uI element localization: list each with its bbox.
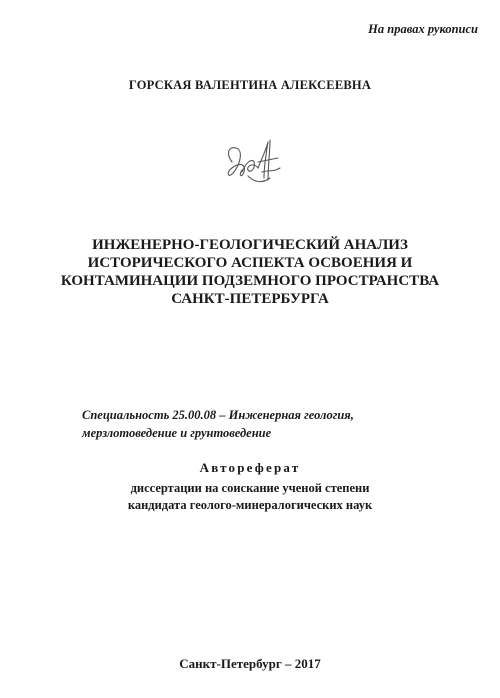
specialty-line: Специальность 25.00.08 – Инженерная геология,: [82, 408, 354, 422]
specialty-line: мерзлотоведение и грунтоведение: [82, 426, 272, 440]
place-and-year: Санкт-Петербург – 2017: [179, 656, 321, 671]
specialty-block: [82, 406, 462, 442]
title-line: ИСТОРИЧЕСКОГО АСПЕКТА ОСВОЕНИЯ И: [87, 255, 413, 271]
dissertation-title: [40, 236, 460, 308]
rights-note: На правах рукописи: [368, 22, 478, 36]
signature-icon: [218, 132, 288, 194]
abstract-description: [0, 480, 500, 514]
abstract-heading: Автореферат: [199, 460, 301, 475]
author-name: ГОРСКАЯ ВАЛЕНТИНА АЛЕКСЕЕВНА: [128, 78, 372, 92]
title-line: САНКТ-ПЕТЕРБУРГА: [171, 291, 329, 307]
title-line: КОНТАМИНАЦИИ ПОДЗЕМНОГО ПРОСТРАНСТВА: [60, 273, 440, 289]
abstract-description-line: диссертации на соискание ученой степени: [130, 481, 370, 495]
abstract-description-line: кандидата геолого-минералогических наук: [127, 498, 373, 512]
title-line: ИНЖЕНЕРНО-ГЕОЛОГИЧЕСКИЙ АНАЛИЗ: [92, 237, 408, 253]
